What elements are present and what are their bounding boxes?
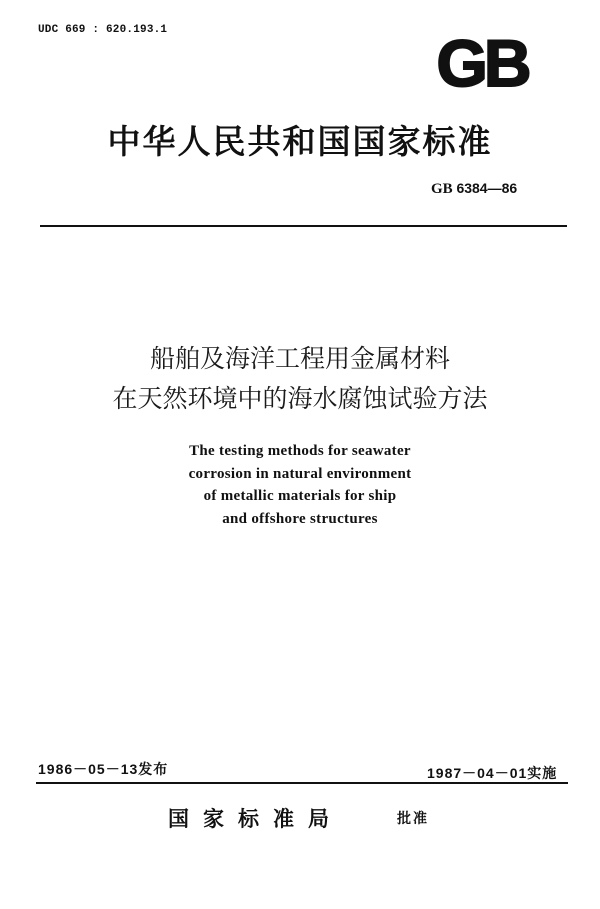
standard-prefix: GB: [431, 181, 453, 197]
standard-code: [431, 180, 517, 198]
chinese-title-line-1: 船舶及海洋工程用金属材料: [149, 344, 450, 373]
header-divider: [40, 225, 567, 227]
english-title-line-4: and offshore structures: [222, 510, 378, 527]
approving-authority: 国家标准局: [168, 807, 343, 831]
english-title-line-2: corrosion in natural environment: [188, 465, 412, 482]
footer-divider: [36, 782, 568, 784]
english-title-line-1: The testing methods for seawater: [189, 443, 411, 459]
issue-date: 1986－05－13发布: [38, 761, 169, 777]
gb-logo-text: GB: [436, 33, 528, 91]
standard-number: 6384—86: [456, 180, 518, 196]
approve-label: 批准: [397, 811, 429, 827]
english-title-line-3: of metallic materials for ship: [203, 488, 397, 504]
gb-logo: [421, 33, 543, 91]
national-standard-title: 中华人民共和国国家标准: [107, 122, 493, 161]
english-title: [0, 440, 600, 530]
implementation-date: 1987－04－01实施: [427, 765, 558, 781]
chinese-title-line-2: 在天然环境中的海水腐蚀试验方法: [112, 384, 488, 413]
udc-code: UDC 669 : 620.193.1: [38, 24, 168, 36]
